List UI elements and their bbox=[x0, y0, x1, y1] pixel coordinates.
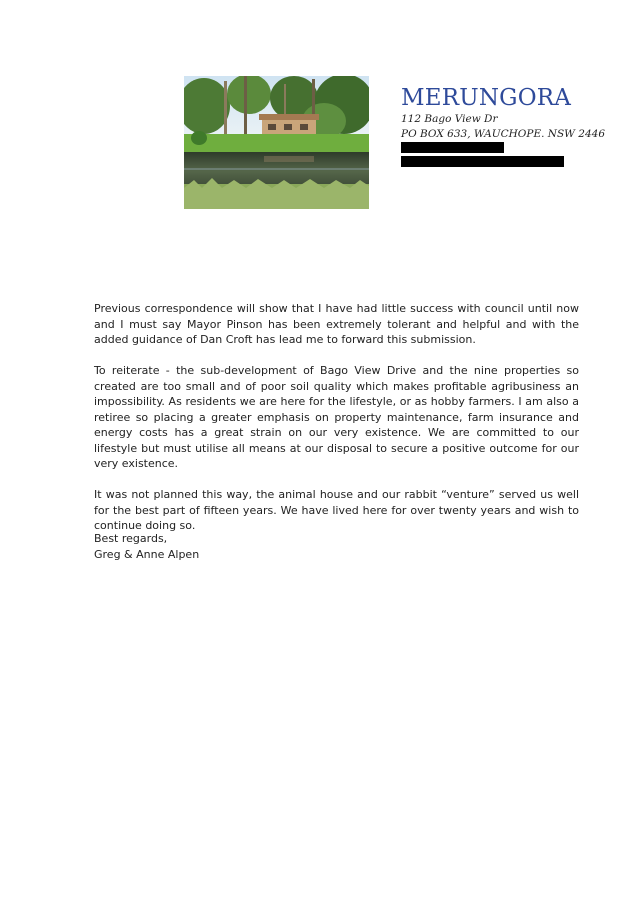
body-paragraph: To reiterate - the sub-development of Bago View Drive and the nine properties so created are too small and of poor soil quality which makes profitable agribusiness an impossibility. As residents we are here for the lifestyle, or as hobby farmers. I am also a retiree so placing a greater emphasis on property maintenance, farm insurance and energy costs has a great strain on our very existence. We are committed to our lifestyle but must utilise all means at our disposal to secure a positive outcome for our very existence. bbox=[94, 364, 579, 470]
body-paragraph: It was not planned this way, the animal house and our rabbit “venture” served us well for the best part of fifteen years. We have lived here for over twenty years and wish to continue doing so. bbox=[94, 488, 579, 532]
property-photo bbox=[184, 76, 369, 209]
signatory-names: Greg & Anne Alpen bbox=[94, 548, 200, 561]
address-line-2: PO BOX 633, WAUCHOPE. NSW 2446 bbox=[401, 128, 606, 140]
body-paragraph: Previous correspondence will show that I have had little success with council until now and I must say Mayor Pinson has been extremely tolerant and helpful and with the added guidance of Dan Croft has lead me to forward this submission. bbox=[94, 302, 579, 346]
letterhead-title: MERUNGORA bbox=[401, 85, 572, 111]
redaction-bar bbox=[401, 142, 504, 153]
signoff bbox=[94, 531, 199, 563]
closing-text: Best regards, bbox=[94, 532, 168, 545]
letterhead bbox=[401, 84, 621, 142]
address-line-1: 112 Bago View Dr bbox=[401, 113, 498, 125]
letter-body bbox=[94, 301, 579, 549]
redaction-bar bbox=[401, 156, 564, 167]
